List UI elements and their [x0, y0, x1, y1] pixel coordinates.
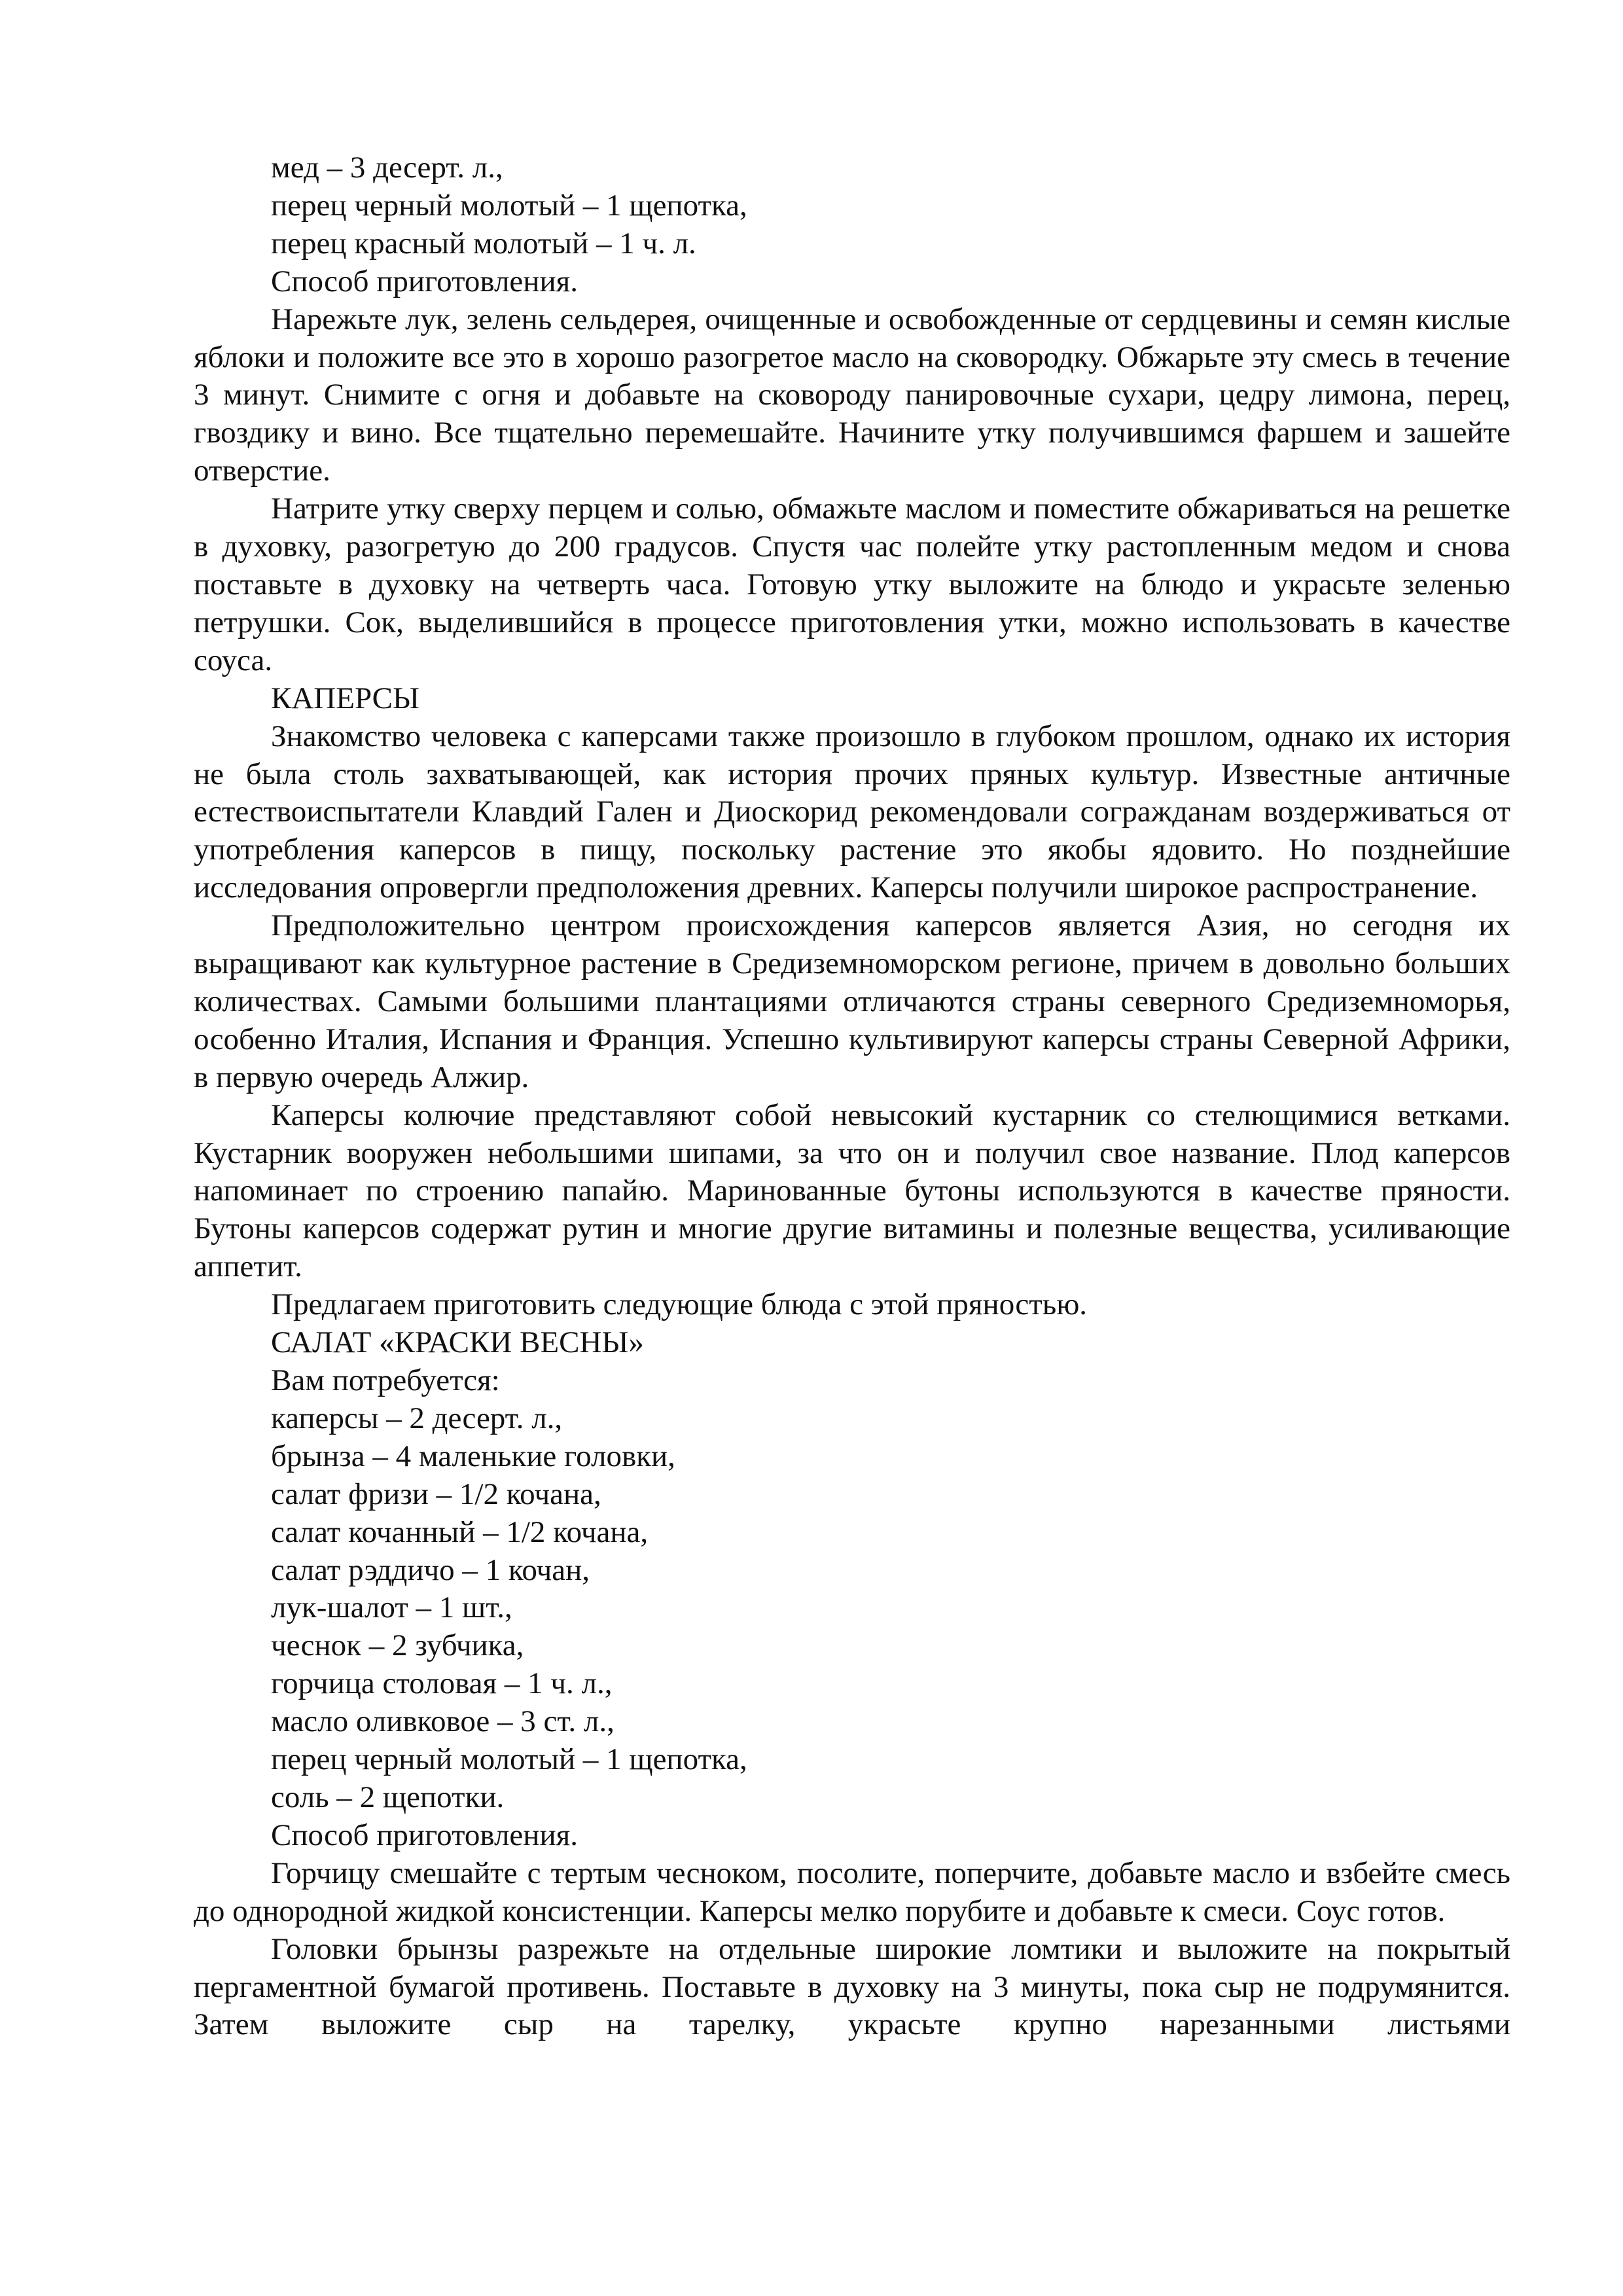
needs-label: Вам потребуется: — [271, 1363, 500, 1397]
ingredient-line: перец красный молотый – 1 ч. л. — [271, 226, 696, 260]
document-page — [194, 149, 1510, 2044]
ingredient-line: масло оливковое – 3 ст. л., — [271, 1704, 615, 1739]
method-heading: Способ приготовления. — [271, 1818, 578, 1852]
ingredient-line: горчица столовая – 1 ч. л., — [271, 1666, 613, 1701]
ingredient-line: чеснок – 2 зубчика, — [271, 1628, 524, 1663]
recipe-step: Натрите утку сверху перцем и солью, обмажьте маслом и поместите обжариваться на решетке в духовку, разогретую до 200 градусов. Спустя час полейте утку растопленным медом и снова поставьте в духовку на четверть часа. Готовую утку выложите на блюдо и украсьте зеленью петрушки. Сок, выделившийся в процессе приготовления утки, можно использовать в качестве соуса. — [194, 492, 1510, 677]
recipe-step: Головки брынзы разрежьте на отдельные широкие ломтики и выложите на покрытый пергаментной бумагой противень. Поставьте в духовку на 3 минуты, пока сыр не подрумянится. Затем выложите сыр на тарелку, украсьте крупно нарезанными листьями — [194, 1931, 1510, 2042]
ingredient-line: каперсы – 2 десерт. л., — [271, 1401, 563, 1435]
ingredient-line: перец черный молотый – 1 щепотка, — [271, 1742, 747, 1777]
ingredient-line: салат кочанный – 1/2 кочана, — [271, 1515, 649, 1549]
recipe-step: Горчицу смешайте с тертым чесноком, посолите, поперчите, добавьте масло и взбейте смесь до однородной жидкой консистенции. Каперсы мелко порубите и добавьте к смеси. Соус готов. — [194, 1856, 1510, 1928]
section-heading: КАПЕРСЫ — [271, 681, 419, 715]
body-paragraph: Каперсы колючие представляют собой невысокий кустарник со стелющимися ветками. Кустарник вооружен небольшими шипами, за что он и получил свое название. Плод каперсов напоминает по строению папайю. Маринованные бутоны используются в качестве пряности. Бутоны каперсов содержат рутин и многие другие витамины и полезные вещества, усиливающие аппетит. — [194, 1098, 1510, 1284]
ingredient-line: лук-шалот – 1 шт., — [271, 1590, 512, 1625]
body-paragraph: Предположительно центром происхождения каперсов является Азия, но сегодня их выращивают как культурное растение в Средиземноморском регионе, причем в довольно больших количествах. Самыми большими плантациями отличаются страны северного Средиземноморья, особенно Италия, Испания и Франция. Успешно культивируют каперсы страны Северной Африки, в первую очередь Алжир. — [194, 908, 1510, 1094]
recipe-step: Нарежьте лук, зелень сельдерея, очищенные и освобожденные от сердцевины и семян кислые яблоки и положите все это в хорошо разогретое масло на сковородку. Обжарьте эту смесь в течение 3 минут. Снимите с огня и добавьте на сковороду панировочные сухари, цедру лимона, перец, гвоздику и вино. Все тщательно перемешайте. Начините утку получившимся фаршем и зашейте отверстие. — [194, 302, 1510, 488]
ingredient-line: салат фризи – 1/2 кочана, — [271, 1477, 601, 1511]
ingredient-line: мед – 3 десерт. л., — [271, 151, 503, 185]
body-paragraph: Знакомство человека с каперсами также произошло в глубоком прошлом, однако их история не была столь захватывающей, как история прочих пряных культур. Известные античные естествоиспытатели Клавдий Гален и Диоскорид рекомендовали согражданам воздерживаться от употребления каперсов в пищу, поскольку растение это якобы ядовито. Но позднейшие исследования опровергли предположения древних. Каперсы получили широкое распространение. — [194, 719, 1510, 905]
recipe-title: САЛАТ «КРАСКИ ВЕСНЫ» — [271, 1325, 644, 1360]
intro-line: Предлагаем приготовить следующие блюда с этой пряностью. — [271, 1287, 1088, 1322]
method-heading: Способ приготовления. — [271, 264, 578, 298]
ingredient-line: соль – 2 щепотки. — [271, 1780, 505, 1814]
ingredient-line: перец черный молотый – 1 щепотка, — [271, 188, 747, 223]
ingredient-line: брынза – 4 маленькие головки, — [271, 1439, 675, 1473]
ingredient-line: салат рэддичо – 1 кочан, — [271, 1552, 590, 1587]
